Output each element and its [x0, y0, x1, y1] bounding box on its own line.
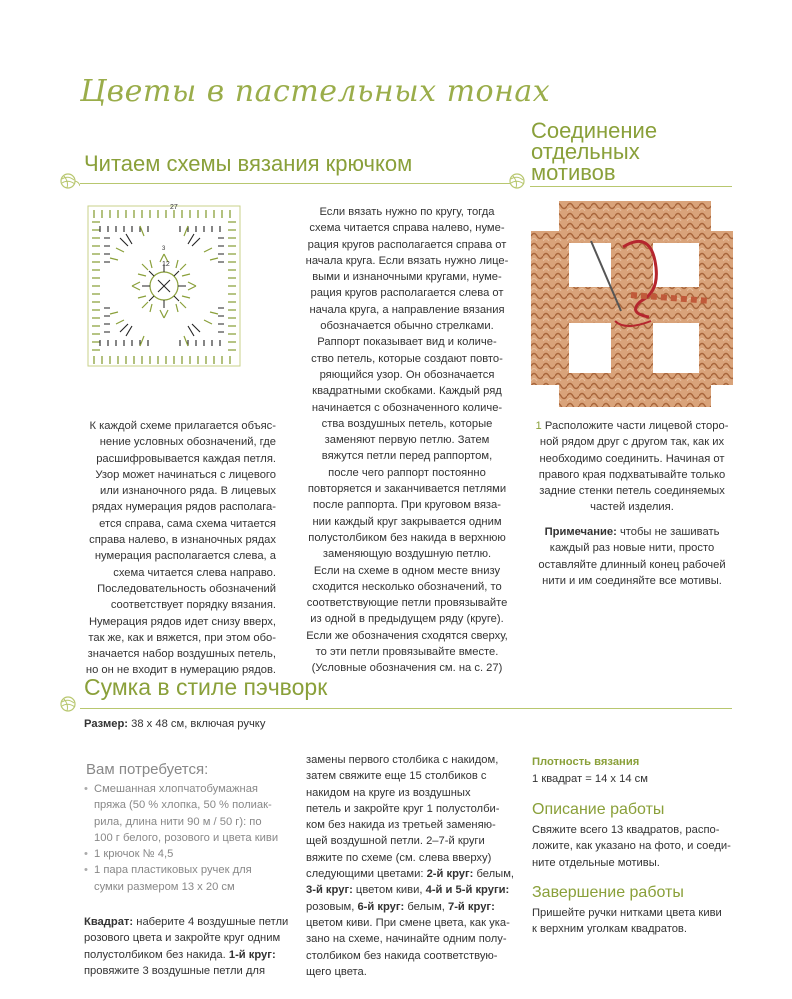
- text-line: справа налево, в изнаночных рядах: [89, 534, 276, 547]
- round45-label: 4-й и 5-й круги:: [425, 884, 510, 897]
- text-line: рядах нумерация рядов располага-: [92, 501, 276, 514]
- text-line: Если же обозначения сходятся сверху,: [306, 629, 508, 642]
- text-line: Если на схеме в одном месте внизу: [313, 564, 501, 577]
- text-line: расшифровывается каждая петля.: [96, 452, 276, 465]
- text-line: после чего раппорт постоянно: [328, 466, 486, 479]
- materials-list: [84, 781, 284, 895]
- round1-label: 1-й круг:: [228, 948, 276, 961]
- finish-text: [532, 905, 738, 938]
- text-line: накидом на круге из воздушных: [306, 786, 471, 799]
- bag-size: [84, 716, 265, 732]
- title-line: мотивов: [531, 160, 616, 185]
- text-line: ной рядом друг с другом так, как их: [539, 436, 725, 449]
- joining-photo: [531, 201, 733, 407]
- text-line: полустолбиком без накида в верхнюю: [308, 531, 506, 544]
- text-line: Последовательность обозначений: [97, 582, 276, 595]
- schemes-col2-text: [300, 204, 514, 677]
- text-line: значается набор воздушных петель,: [87, 648, 276, 661]
- text-line: вяжутся петли перед раппортом,: [321, 450, 493, 463]
- finish-title: Завершение работы: [532, 884, 684, 901]
- text-line: выми и изнаночными кругами, нуме-: [312, 271, 502, 284]
- text-span: белым,: [404, 900, 445, 913]
- text-line: к верхним уголкам квадратов.: [532, 923, 687, 936]
- text-line: ложите, как указано на фото, и соеди-: [532, 840, 731, 853]
- text-line: нии каждый круг закрывается одним: [312, 515, 502, 528]
- text-line: [306, 882, 520, 898]
- text-line: то эти петли провязывайте вместе.: [315, 646, 499, 659]
- materials-title: Вам потребуется:: [86, 761, 209, 778]
- text-line: [306, 866, 520, 882]
- text-line: правого края подхватывайте только: [538, 468, 726, 481]
- text-line: после раппорта. При круговом вяза-: [313, 499, 501, 512]
- round7-label: 7-й круг:: [447, 900, 495, 913]
- yarn-ball-icon: [507, 170, 529, 190]
- text-span: наберите 4 воздушные петли: [133, 916, 289, 928]
- text-line: пряжа (50 % хлопка, 50 % полиак-: [94, 799, 272, 812]
- text-line: провяжите 3 воздушные петли для: [84, 964, 265, 977]
- text-line: цветом киви. При смене цвета, как ука-: [306, 916, 510, 929]
- text-line: 100 г белого, розового и цвета киви: [94, 831, 279, 844]
- text-line: ните отдельные мотивы.: [532, 856, 660, 869]
- text-line: ком без накида из третьей заменяю-: [306, 819, 496, 832]
- text-line: нение условных обозначений, где: [99, 436, 276, 449]
- text-line: Узор может начинаться с лицевого: [95, 468, 276, 481]
- list-item: [84, 846, 284, 862]
- text-line: К каждой схеме прилагается объяс-: [89, 420, 276, 432]
- text-line: соответствующие петли провязывайте: [306, 597, 508, 610]
- round6-label: 6-й круг:: [357, 900, 405, 913]
- text-line: оставляйте длинный конец рабочей: [538, 558, 726, 571]
- text-line: схема читается справа налево, нуме-: [309, 222, 505, 235]
- text-line: ряющийся узор. Он обозначается: [319, 368, 495, 381]
- text-line: необходимо соединить. Начиная от: [539, 452, 725, 465]
- text-span: следующими цветами:: [306, 868, 424, 881]
- text-line: вяжите по схеме (см. слева вверху): [306, 851, 492, 864]
- work-text: [532, 822, 738, 871]
- text-line: нумерация располагается слева, а: [94, 550, 276, 563]
- text-line: Нумерация рядов идет снизу вверх,: [88, 615, 276, 628]
- text-line: [528, 418, 736, 434]
- text-line: начала круга. Если вязать нужно лице-: [305, 254, 509, 267]
- round3-label: 3-й круг:: [306, 884, 353, 897]
- text-line: сходится несколько обозначений, то: [312, 580, 502, 593]
- text-line: заменяют первую петлю. Затем: [324, 434, 490, 447]
- text-line: [528, 524, 736, 540]
- text-line: затем свяжите еще 15 столбиков с: [306, 770, 487, 783]
- text-line: начала круга, а направление вязания: [309, 303, 505, 316]
- yarn-ball-icon: [58, 170, 80, 190]
- text-line: Раппорт показывает вид и количе-: [317, 336, 497, 349]
- joining-step-text: [528, 418, 736, 516]
- square-label: Квадрат:: [84, 916, 134, 928]
- section-rule: [80, 708, 732, 709]
- text-line: розового цвета и закройте круг одним: [84, 932, 281, 945]
- bag-col2-text: [306, 752, 520, 980]
- text-span: розовым,: [306, 900, 355, 913]
- text-line: [84, 914, 290, 930]
- text-line: задние стенки петель соединяемых: [539, 485, 725, 498]
- text-line: но он не входит в нумерацию рядов.: [85, 664, 276, 677]
- text-line: рация кругов располагается справа от: [307, 238, 507, 251]
- text-line: Если вязать нужно по кругу, тогда: [319, 206, 495, 218]
- text-line: рация кругов располагается слева от: [310, 287, 504, 300]
- text-line: [84, 947, 290, 963]
- text-span: цветом киви,: [352, 884, 423, 897]
- size-label: Размер:: [84, 718, 129, 730]
- list-item: [84, 862, 284, 895]
- text-line: • 1 пара пластиковых ручек для: [94, 864, 252, 877]
- text-line: соответствует порядку вязания.: [110, 599, 276, 612]
- text-line: из одной в предыдущем ряду (круге).: [310, 613, 504, 626]
- text-line: Свяжите всего 13 квадратов, распо-: [532, 824, 720, 836]
- text-line: повторяется и заканчивается петлями: [307, 483, 507, 496]
- text-line: схема читается слева направо.: [113, 566, 276, 579]
- text-line: начинается с обозначенного количе-: [311, 401, 503, 414]
- text-line: (Условные обозначения см. на с. 27): [311, 662, 503, 675]
- joining-note-text: [528, 524, 736, 589]
- yarn-ball-icon: [58, 693, 80, 713]
- text-line: [306, 899, 520, 915]
- text-line: ство петель, которые создают повто-: [311, 352, 503, 365]
- step-number: 1: [535, 420, 542, 432]
- text-line: сумки размером 13 х 20 см: [94, 880, 235, 893]
- section-rule: [80, 183, 510, 184]
- text-line: ства воздушных петель, которые: [321, 417, 493, 430]
- text-line: так же, как и вяжется, при этом обо-: [88, 631, 276, 644]
- text-line: обозначается обычно стрелками.: [320, 320, 494, 333]
- text-line: частей изделия.: [590, 501, 674, 514]
- round2-label: 2-й круг:: [426, 868, 474, 881]
- text-line: рила, длина нити 90 м / 50 г): по: [94, 815, 262, 828]
- text-line: щего цвета.: [306, 965, 367, 978]
- section-title-joining: [531, 120, 657, 183]
- chart-label-small: 3: [162, 246, 166, 252]
- note-label: Примечание:: [544, 526, 617, 538]
- text-line: нити и им соединяйте все мотивы.: [542, 574, 722, 587]
- text-line: или изнаночного ряда. В лицевых: [99, 485, 276, 498]
- text-line: • Смешанная хлопчатобумажная: [94, 783, 258, 795]
- size-value: 38 х 48 см, включая ручку: [128, 718, 266, 730]
- text-line: столбиком без накида соответствую-: [306, 949, 498, 962]
- text-line: заменяющую воздушную петлю.: [322, 548, 492, 561]
- chart-label-center: 12: [162, 261, 170, 268]
- text-line: квадратными скобками. Каждый ряд: [312, 385, 502, 398]
- text-line: щей воздушной петли. 2–7-й круги: [306, 835, 485, 848]
- text-line: каждый раз новые нити, просто: [549, 542, 715, 555]
- text-line: • 1 крючок № 4,5: [94, 848, 174, 861]
- text-span: Расположите части лицевой сторо-: [541, 420, 729, 432]
- chart-label-top: 27: [170, 204, 178, 211]
- section-title-bag: Сумка в стиле пэчворк: [84, 674, 328, 700]
- text-line: Пришейте ручки нитками цвета киви: [532, 907, 722, 919]
- schemes-col1-text: [80, 418, 276, 679]
- text-span: полустолбиком без накида.: [84, 948, 226, 961]
- crochet-chart: [80, 198, 248, 372]
- title-line: отдельных: [531, 139, 640, 164]
- title-line: Соединение: [531, 118, 658, 143]
- page-title: Цветы в пастельных тонах: [80, 74, 551, 109]
- text-line: зано на схеме, начинайте одним полу-: [306, 933, 507, 946]
- gauge-value: 1 квадрат = 14 х 14 см: [532, 773, 648, 785]
- text-line: петель и закройте круг 1 полустолби-: [306, 802, 500, 815]
- list-item: [84, 781, 284, 846]
- text-span: белым,: [473, 868, 515, 881]
- text-span: чтобы не зашивать: [616, 526, 720, 538]
- section-rule: [530, 186, 732, 187]
- gauge-title: Плотность вязания: [532, 756, 640, 768]
- text-line: замены первого столбика с накидом,: [306, 754, 499, 766]
- work-title: Описание работы: [532, 801, 665, 818]
- square-instructions: [84, 914, 290, 979]
- text-line: ется справа, сама схема читается: [99, 517, 276, 530]
- section-title-schemes: Читаем схемы вязания крючком: [84, 151, 413, 176]
